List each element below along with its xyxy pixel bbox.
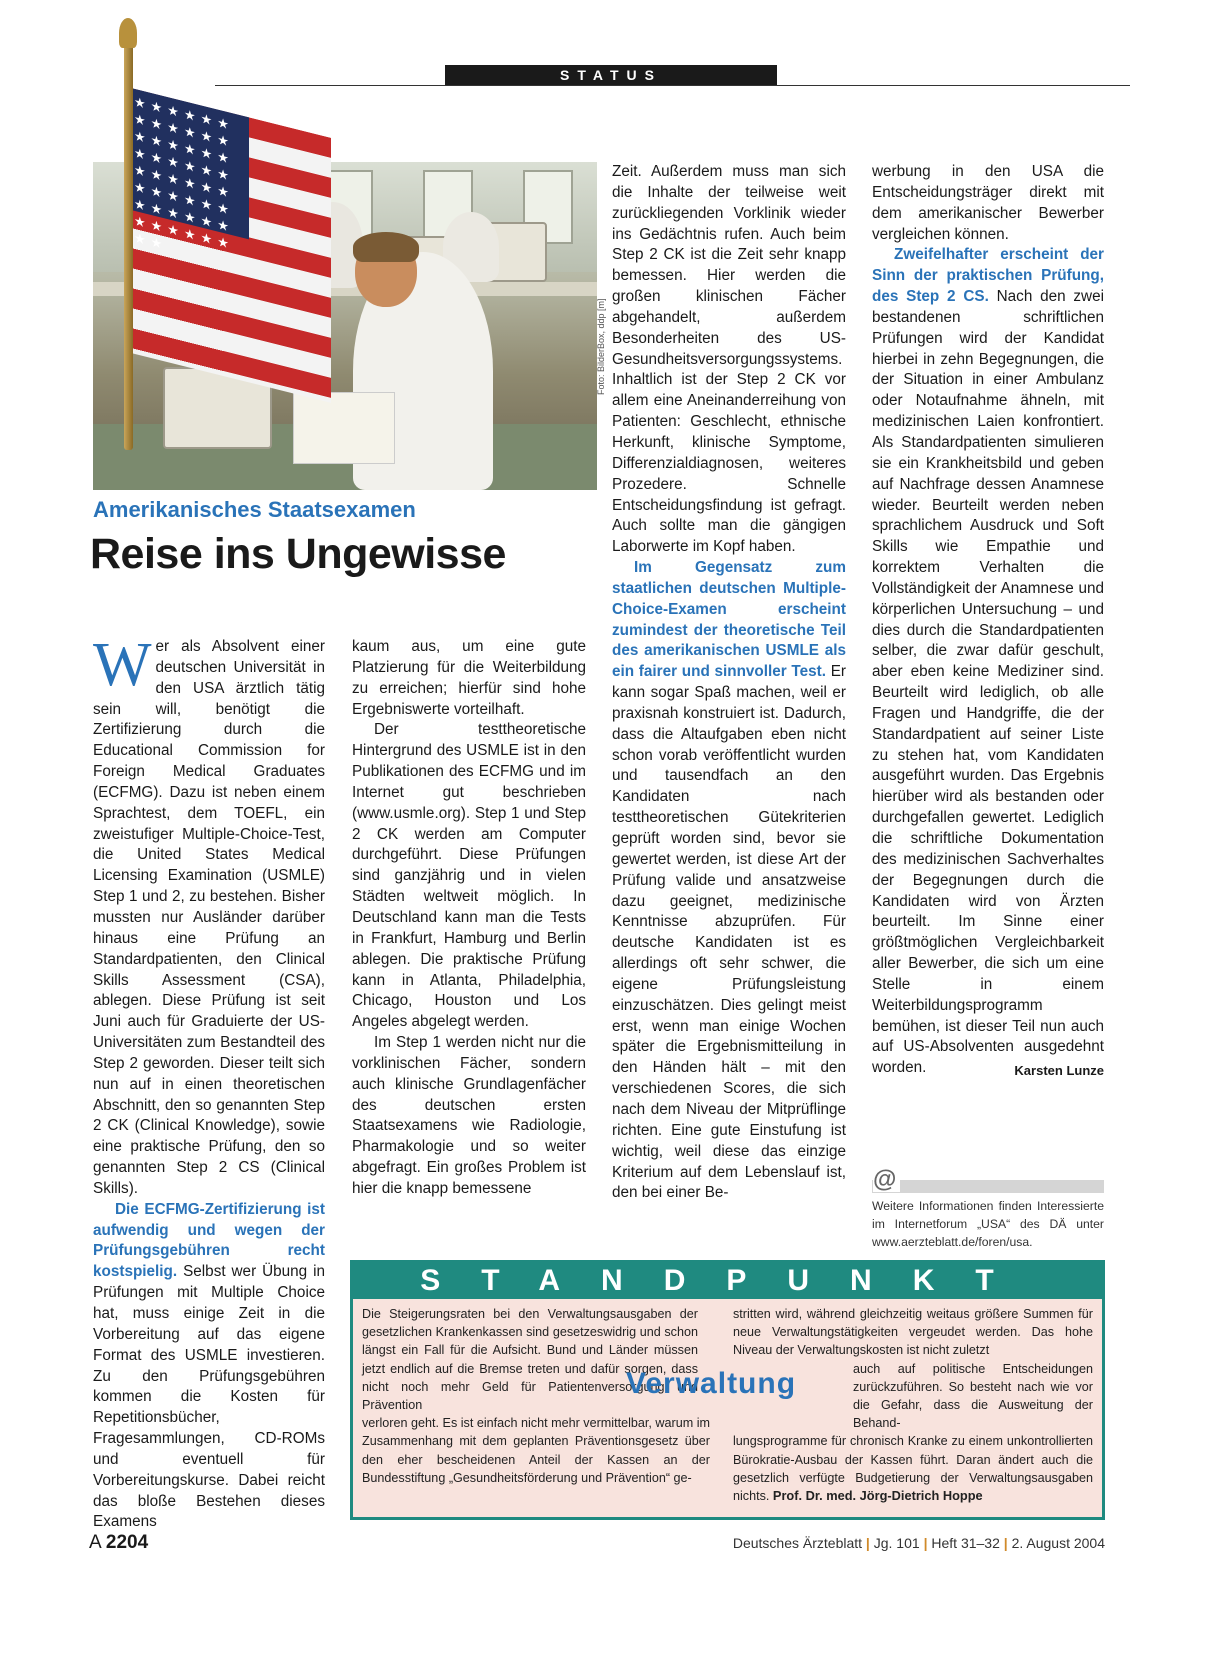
- us-flag-image: ★★★★★★★★★★★★★★★★★★★★★★★★★★★★★★★★★★★★★★★★★★★★★★★★★★: [131, 88, 331, 403]
- flagpole-finial: [119, 18, 137, 48]
- body-text: Zeit. Außerdem muss man sich die Inhalte der teilweise weit zurückliegenden Vorklinik wieder ins Gedächtnis rufen. Auch beim Step 2 CK ist die Zeit sehr knapp bemessen. Hier werden die großen klinischen Fächer abgehandelt, außerdem Besonderheiten des US-Gesundheitsversorgungssystems. Inhaltlich ist der Step 2 CK vor allem eine Aneinanderreihung von Patienten: Geschlecht, ethnische Herkunft, klinische Symptome, Differenzialdiagnosen, weiteres Prozedere. Schnelle Entscheidungsfindung ist gefragt. Auch sollte man die gängigen Laborwerte im Kopf haben.: [612, 163, 846, 556]
- body-text: kaum aus, um eine gute Platzierung für die Weiterbildung zu erreichen; hierfür sind hohe Ergebniswerte vorteilhaft.: [352, 638, 586, 718]
- article-column-2: [352, 637, 586, 1200]
- lead-in: Zweifelhafter erscheint der Sinn der praktischen Prüfung, des Step 2 CS.: [872, 246, 1104, 306]
- journal-name: Deutsches Ärzteblatt: [732, 1535, 863, 1551]
- article-column-3: [612, 162, 846, 1204]
- body-text: Der testtheoretische Hintergrund des USMLE ist in den Publikationen des ECFMG und im Internet gut beschrieben (www.usmle.org). Step 1 und Step 2 CK werden am Computer durchgeführt. Diese Prüfungen sind ganzjährig und in vielen Städten weltweit möglich. In Deutschland kann man die Tests in Frankfurt, Hamburg und Berlin ablegen. Die praktische Prüfung kann in Atlanta, Philadelphia, Chicago, Houston und Los Angeles abgelegt werden.: [352, 721, 586, 1031]
- issue: Heft 31–32: [931, 1535, 1000, 1551]
- info-text: Weitere Informationen finden Interessierte im Internetforum „USA“ des DÄ unter www.aerzteblatt.de/foren/usa.: [872, 1199, 1104, 1249]
- body-text: Selbst wer Übung in Prüfungen mit Multiple Choice hat, muss einige Zeit in die Vorbereitung auf das eigene Format des USMLE investieren. Zu den Prüfungsgebühren kommen die Kosten für Repetitionsbücher, Fragesammlungen, CD-ROMs und eventuell für Vorbereitungskurse. Dabei reicht das bloße Bestehen dieses Examens: [93, 1263, 325, 1531]
- page-number: A 2204: [89, 1532, 149, 1553]
- at-sign-icon: @: [873, 1168, 900, 1192]
- standpunkt-header: STANDPUNKT: [353, 1263, 1102, 1299]
- photo-credit: Foto: BilderBox, ddp [m]: [596, 298, 606, 395]
- body-text: werbung in den USA die Entscheidungsträger direkt mit dem amerikanischer Bewerber vergleichen können.: [872, 163, 1104, 243]
- drop-cap: W: [93, 631, 152, 699]
- standpunkt-text: stritten wird, während gleichzeitig weitaus größere Summen für neue Verwaltungstätigkeiten vergeudet werden. Das hohe Niveau der Verwaltungskosten ist nicht zuletzt: [733, 1307, 1093, 1358]
- lead-in: Im Gegensatz zum staatlichen deutschen Multiple-Choice-Examen erscheint zumindest der theoretische Teil des amerikanischen USMLE als ein fairer und sinnvoller Test.: [612, 559, 846, 681]
- info-rule: [872, 1180, 1104, 1193]
- standpunkt-text: auch auf politische Entscheidungen zurückzuführen. So besteht nach wie vor die Gefahr, dass die Ausweitung der Behand-: [853, 1361, 1093, 1431]
- article-kicker: Amerikanisches Staatsexamen: [93, 497, 416, 522]
- flagpole: [124, 30, 133, 450]
- standpunkt-author: Prof. Dr. med. Jörg-Dietrich Hoppe: [772, 1488, 983, 1504]
- article-column-4: [872, 162, 1104, 1082]
- standpunkt-right-column: [733, 1305, 1093, 1505]
- section-label: STATUS: [445, 65, 777, 85]
- body-text: Er kann sogar Spaß machen, weil er praxisnah konstruiert ist. Dadurch, dass die Altaufgaben eben nicht schon vorab veröffentlicht wurden und tausendfach an den Kandidaten nach testtheoretischen Gütekriterien geprüft worden sind, bevor sie gewertet werden, ist diese Art der Prüfung valide und ansatzweise dazu geeignet, medizinische Kenntnisse abzuprüfen. Für deutsche Kandidaten ist es allerdings oft sehr schwer, die eigene Prüfungsleistung einzuschätzen. Dies gelingt meist erst, wenn man einige Wochen später die Ergebnismitteilung in den Händen hält – mit den verschiedenen Scores, die sich nach dem Niveau der Mitprüflinge richten. Eine gute Einstufung ist wichtig, weil diese das einzige Kriterium auf dem Lebenslauf ist, den bei einer Be-: [612, 663, 846, 1202]
- body-text: Nach den zwei bestandenen schriftlichen Prüfungen wird der Kandidat hierbei in zehn Begegnungen, die der Situation in einer Ambulanz oder Notaufnahme ähneln, mit medizinischen Laien konfrontiert. Als Standardpatienten simulieren sie ein Krankheitsbild und geben auf Nachfrage dessen Anamnese wieder. Beurteilt werden neben sprachlichem Ausdruck und Soft Skills wie Empathie und korrektem Verhalten die Vollständigkeit der Anamnese und körperlichen Untersuchung – und dies durch die Standardpatienten selber, die zwar dafür geschult, aber eben keine Mediziner sind. Beurteilt wird lediglich, ob alle Fragen und Handgriffe, die der Standardpatient auf seiner Liste zu stehen hat, vom Kandidaten ausgeführt wurden. Das Ergebnis hierüber wird als bestanden oder durchgefallen gewertet. Lediglich die schriftliche Dokumentation des medizinischen Sachverhaltes der Begegnungen durch die Kandidaten wird von Ärzten beurteilt. Im Sinne einer größtmöglichen Vergleichbarkeit aller Bewerber, die sich um eine Stelle in einem Weiterbildungsprogramm bemühen, ist dieser Teil nun auch auf US-Absolventen ausgedehnt worden.: [872, 288, 1104, 1077]
- body-text: er als Absolvent einer deutschen Universität in den USA ärztlich tätig sein will, benötigt die Zertifizierung durch die Educational Commission for Foreign Medical Graduates (ECFMG). Dazu ist neben einem Sprachtest, dem TOEFL, ein zweistufiger Multiple-Choice-Test, die United States Medical Licensing Examination (USMLE) Step 1 und 2, zu bestehen. Bisher mussten nur Ausländer darüber hinaus eine Prüfung an Standardpatienten, den Clinical Skills Assessment (CSA), ablegen. Diese Prüfung ist seit Juni auch für Graduierte der US-Universitäten zum Bestandteil des Step 2 geworden. Dieser teilt sich nun auf in einen theoretischen Abschnitt, den so genannten Step 2 CK (Clinical Knowledge), sowie eine praktische Prüfung, den so genannten Step 2 CS (Clinical Skills).: [93, 638, 325, 1197]
- article-author: Karsten Lunze: [1014, 1063, 1104, 1079]
- issue-date: 2. August 2004: [1011, 1535, 1105, 1551]
- standpunkt-text: verloren geht. Es ist einfach nicht mehr vermittelbar, warum im Zusammenhang mit dem geplanten Präventionsgesetz über den eher bescheidenen Anteil der Kassen an der Bundesstiftung „Gesundheitsförderung und Prävention“ ge-: [362, 1416, 710, 1485]
- footer-citation: Deutsches Ärzteblatt | Jg. 101 | Heft 31–32 | 2. August 2004: [732, 1535, 1105, 1551]
- volume: Jg. 101: [873, 1535, 920, 1551]
- standpunkt-text: lungsprogramme für chronisch Kranke zu einem unkontrollierten Bürokratie-Ausbau der Kassen führt. Daran ändert auch die gesetzlich verfügte Budgetierung der Verwaltungsausgaben nichts.: [733, 1434, 1093, 1504]
- article-column-1: [93, 631, 325, 1533]
- body-text: Im Step 1 werden nicht nur die vorklinischen Fächer, sondern auch klinische Grundlagenfächer des deutschen ersten Staatsexamens wie Radiologie, Pharmakologie und so weiter abgefragt. Ein großes Problem ist hier die knapp bemessene: [352, 1034, 586, 1197]
- standpunkt-keyword: Verwaltung: [626, 1367, 797, 1400]
- standpunkt-text: Die Steigerungsraten bei den Verwaltungsausgaben der gesetzlichen Krankenkassen sind gesetzeswidrig und schon längst ein Fall für die Aufsicht. Bund und Länder müssen jetzt endlich auf die Bremse treten und dafür sorgen, dass nicht noch mehr Geld für Patientenversorgung und Prävention: [362, 1307, 698, 1413]
- lead-in: Die ECFMG-Zertifizierung ist aufwendig und wegen der Prüfungsgebühren recht kostspielig.: [93, 1200, 325, 1281]
- header-rule: [215, 85, 1130, 86]
- article-headline: Reise ins Ungewisse: [90, 530, 506, 578]
